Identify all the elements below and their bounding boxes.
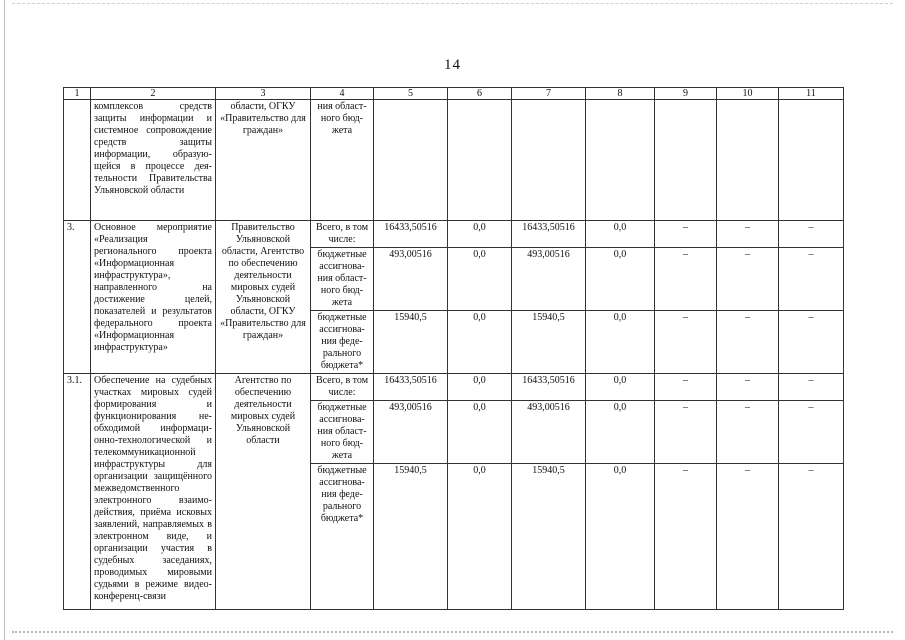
continued-row bbox=[64, 100, 844, 221]
column-number: 10 bbox=[717, 88, 779, 100]
value-cell: 0,0 bbox=[586, 311, 655, 374]
value-cell: 0,0 bbox=[448, 221, 512, 248]
value-cell: 493,00516 bbox=[512, 248, 586, 311]
value-cell: 16433,50516 bbox=[374, 374, 448, 401]
funding-source-cell: бюджетные ассигнования областного бюджета bbox=[311, 248, 374, 311]
funding-source-cell: Всего, в том числе: bbox=[311, 374, 374, 401]
value-cell: 0,0 bbox=[448, 248, 512, 311]
value-cell: 15940,5 bbox=[374, 464, 448, 610]
value-cell: 0,0 bbox=[586, 464, 655, 610]
value-cell: – bbox=[655, 248, 717, 311]
value-cell: – bbox=[655, 221, 717, 248]
funding-source-cell: бюджетные ассигнования федерального бюджета* bbox=[311, 311, 374, 374]
value-cell: 16433,50516 bbox=[512, 221, 586, 248]
value-cell: – bbox=[717, 464, 779, 610]
column-number: 8 bbox=[586, 88, 655, 100]
value-cell bbox=[779, 100, 844, 221]
value-cell: – bbox=[717, 374, 779, 401]
column-number: 4 bbox=[311, 88, 374, 100]
value-cell: – bbox=[717, 401, 779, 464]
event-name-cell: Основное мероприятие «Реализация регионального проекта «Информационная инфраструктура», направленного на достижение целей, показателей и результатов федерального проекта «Информационная инфраструктура» bbox=[91, 221, 216, 374]
table-row bbox=[64, 221, 844, 248]
value-cell: 16433,50516 bbox=[374, 221, 448, 248]
value-cell: 0,0 bbox=[586, 221, 655, 248]
column-number: 3 bbox=[216, 88, 311, 100]
column-number: 5 bbox=[374, 88, 448, 100]
value-cell bbox=[717, 100, 779, 221]
table-row bbox=[64, 374, 844, 401]
column-number: 6 bbox=[448, 88, 512, 100]
funding-source-cell: ния областного бюджета bbox=[311, 100, 374, 221]
row-number-cell: 3. bbox=[64, 221, 91, 374]
value-cell: 0,0 bbox=[586, 248, 655, 311]
value-cell: – bbox=[779, 464, 844, 610]
value-cell bbox=[655, 100, 717, 221]
row-number-cell: 3.1. bbox=[64, 374, 91, 610]
value-cell bbox=[374, 100, 448, 221]
funding-source-cell: Всего, в том числе: bbox=[311, 221, 374, 248]
value-cell: 0,0 bbox=[448, 401, 512, 464]
value-cell: – bbox=[779, 311, 844, 374]
scan-edge-line bbox=[4, 0, 5, 640]
value-cell: – bbox=[779, 248, 844, 311]
value-cell: 0,0 bbox=[448, 311, 512, 374]
scan-bottom-border bbox=[12, 631, 893, 633]
value-cell: 16433,50516 bbox=[512, 374, 586, 401]
event-name-cell: комплексов средств защиты информации и системное сопровождение средств защиты информации, образующейся в процессе деятельности Правительства Ульяновской области bbox=[91, 100, 216, 221]
column-number: 1 bbox=[64, 88, 91, 100]
value-cell: 0,0 bbox=[448, 374, 512, 401]
funding-source-cell: бюджетные ассигнования федерального бюджета* bbox=[311, 464, 374, 610]
value-cell: 493,00516 bbox=[512, 401, 586, 464]
value-cell: – bbox=[717, 221, 779, 248]
value-cell: – bbox=[717, 248, 779, 311]
executor-cell: Правительство Ульяновской области, Агентство по обеспечению деятельности мировых судей Ульяновской области, ОГКУ «Правительство для граждан» bbox=[216, 221, 311, 374]
value-cell: 0,0 bbox=[448, 464, 512, 610]
value-cell bbox=[586, 100, 655, 221]
funding-source-cell: бюджетные ассигнования областного бюджета bbox=[311, 401, 374, 464]
value-cell: – bbox=[779, 401, 844, 464]
value-cell: – bbox=[717, 311, 779, 374]
column-number: 2 bbox=[91, 88, 216, 100]
value-cell: – bbox=[779, 374, 844, 401]
value-cell: – bbox=[655, 401, 717, 464]
value-cell: 15940,5 bbox=[512, 464, 586, 610]
value-cell: – bbox=[655, 374, 717, 401]
row-number-cell bbox=[64, 100, 91, 221]
value-cell: 0,0 bbox=[586, 401, 655, 464]
value-cell: 15940,5 bbox=[374, 311, 448, 374]
value-cell: 493,00516 bbox=[374, 401, 448, 464]
page-number: 14 bbox=[444, 57, 461, 73]
event-name-cell: Обеспечение на судебных участках мировых судей формирования и функционирования необходимой информационно-технологической и телекоммуникационной инфраструктуры для организации защищённого межведомственного электронного взаимодействия, приёма исковых заявлений, направляемых в электронном виде, и организации участия в судебных заседаниях, проводимых мировыми судьями в режиме видео-конференц-связи bbox=[91, 374, 216, 610]
executor-cell: области, ОГКУ «Правительство для граждан» bbox=[216, 100, 311, 221]
column-number: 7 bbox=[512, 88, 586, 100]
value-cell: – bbox=[655, 464, 717, 610]
column-number: 9 bbox=[655, 88, 717, 100]
value-cell bbox=[512, 100, 586, 221]
value-cell: 493,00516 bbox=[374, 248, 448, 311]
scan-top-border bbox=[12, 3, 893, 4]
value-cell bbox=[448, 100, 512, 221]
column-number-row bbox=[64, 88, 844, 100]
executor-cell: Агентство по обеспечению деятельности мировых судей Ульяновской области bbox=[216, 374, 311, 610]
value-cell: 15940,5 bbox=[512, 311, 586, 374]
value-cell: – bbox=[779, 221, 844, 248]
value-cell: – bbox=[655, 311, 717, 374]
budget-table bbox=[63, 87, 844, 610]
value-cell: 0,0 bbox=[586, 374, 655, 401]
column-number: 11 bbox=[779, 88, 844, 100]
